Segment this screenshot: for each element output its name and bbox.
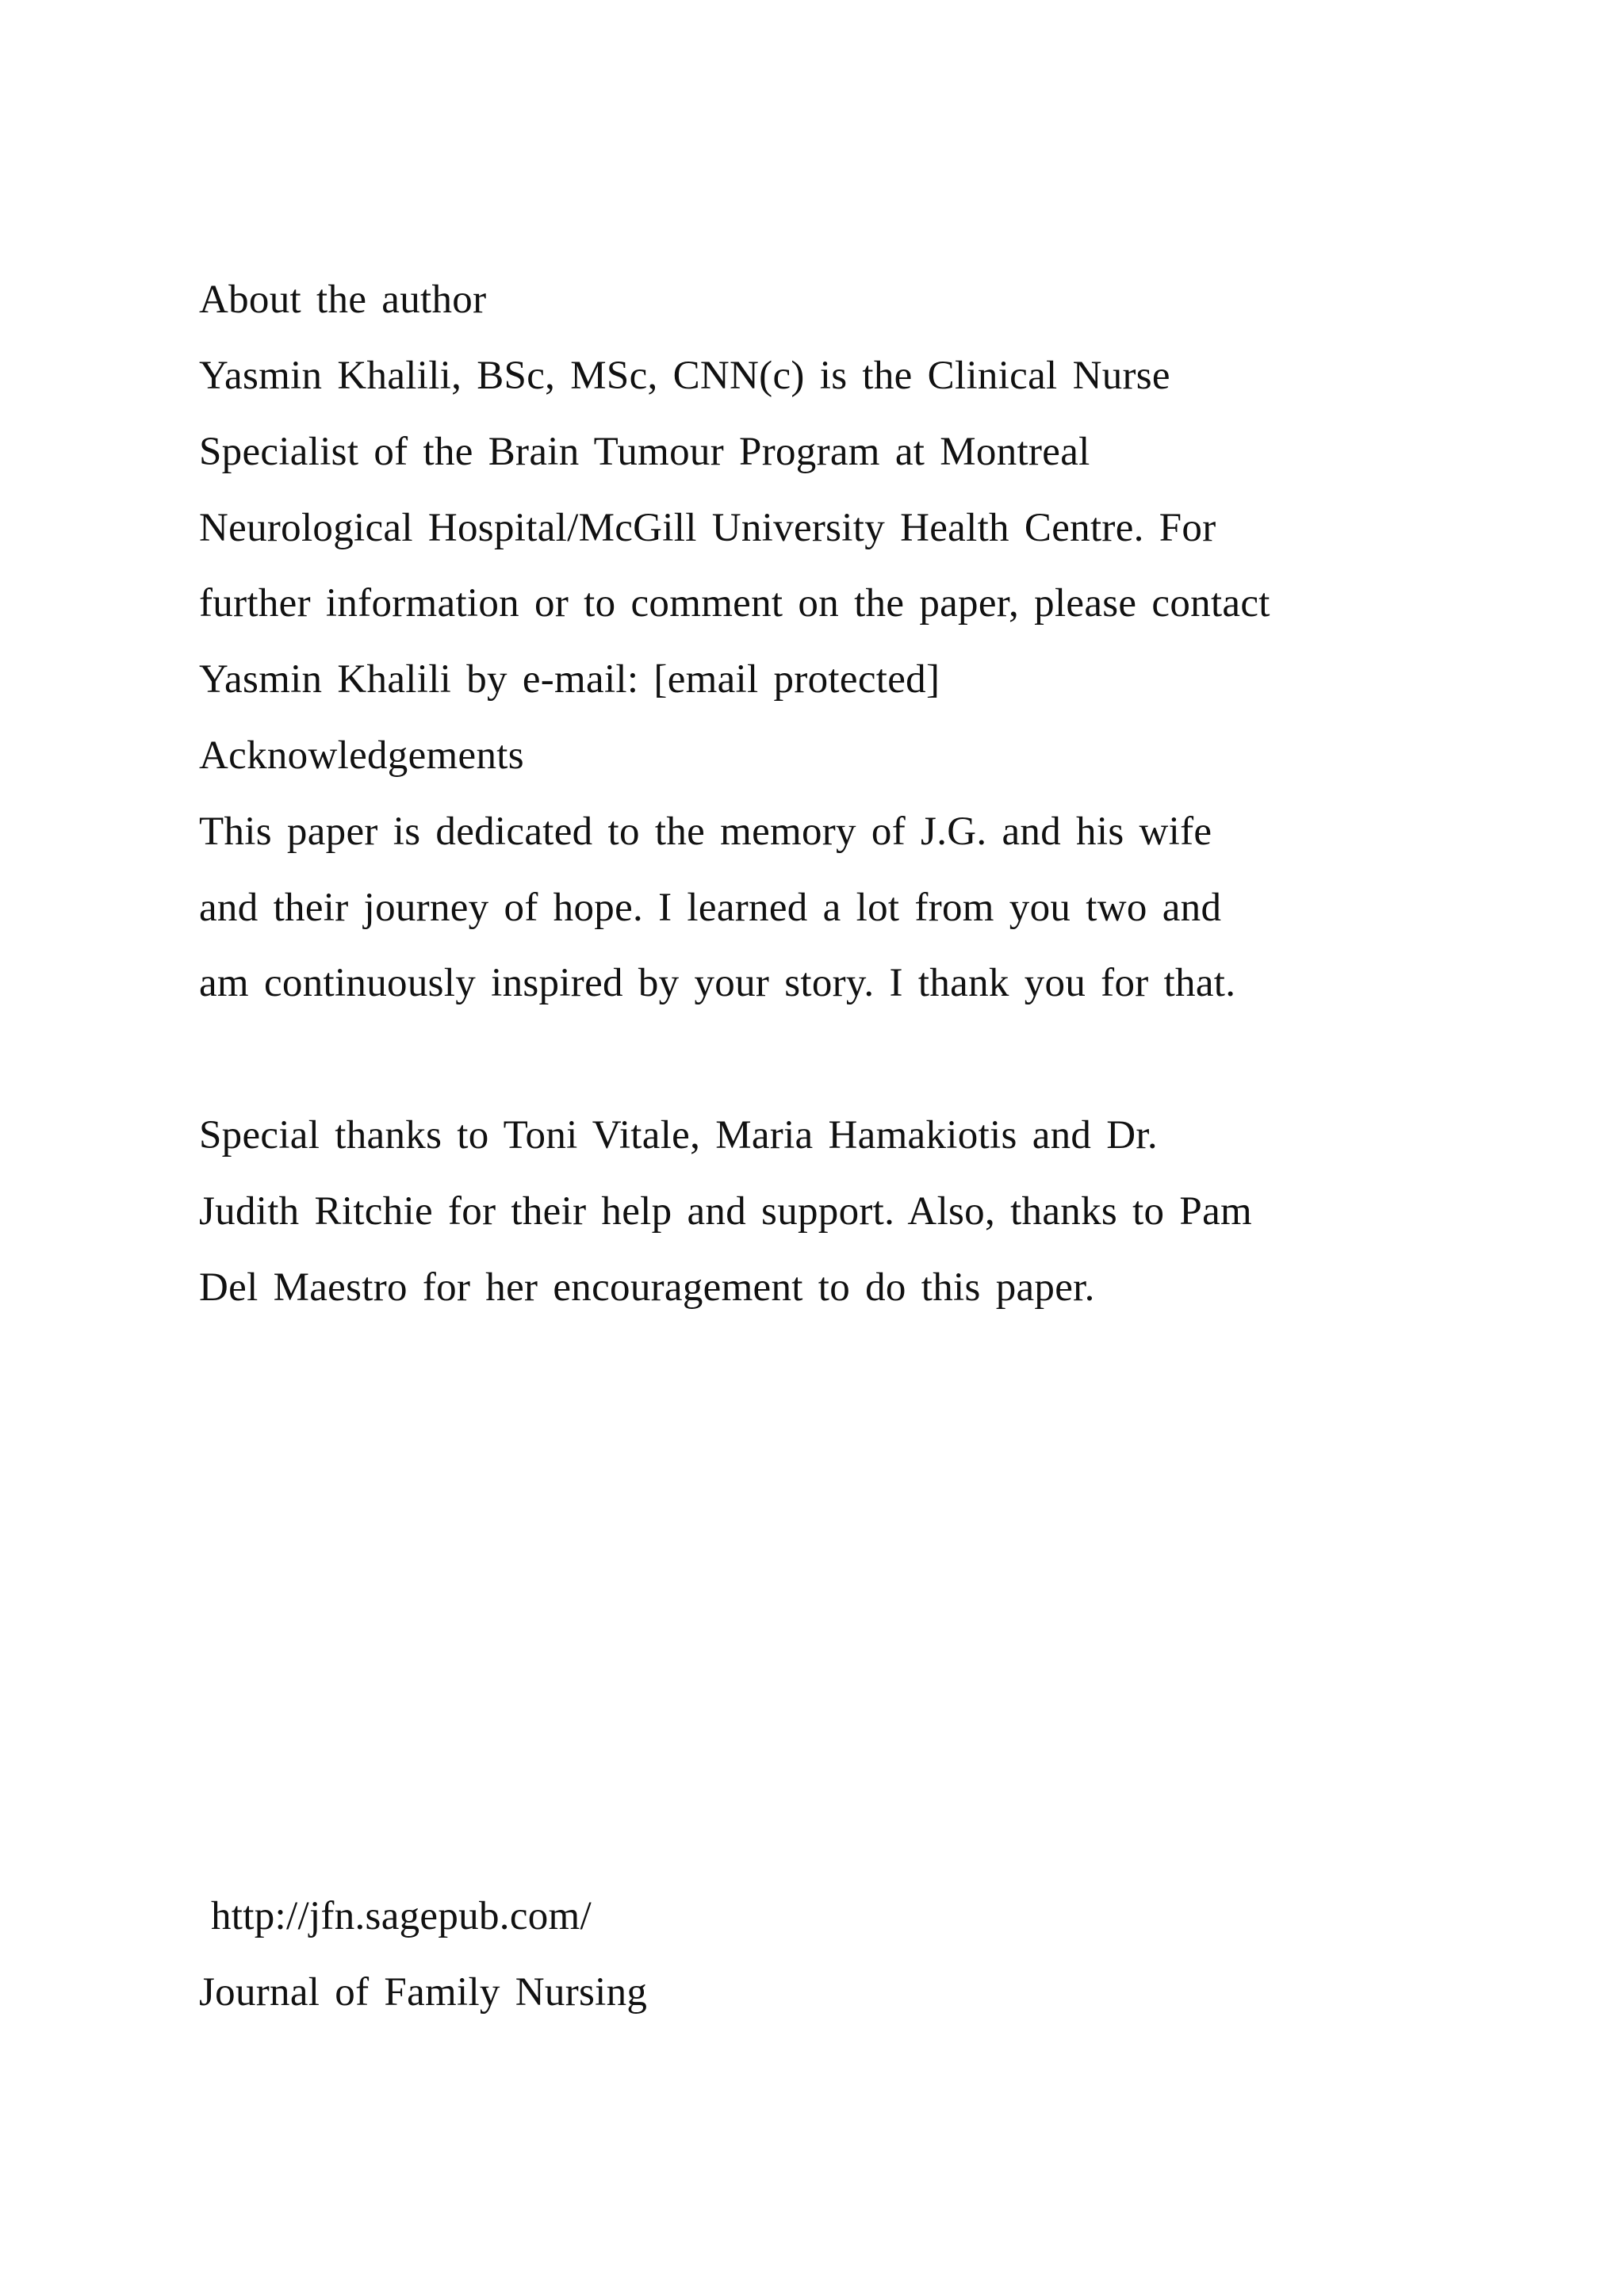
about-line-2: Specialist of the Brain Tumour Program at Montreal [199,430,1090,474]
about-line-4: further information or to comment on the paper, please contact [199,581,1270,626]
about-line-1: Yasmin Khalili, BSc, MSc, CNN(c) is the Clinical Nurse [199,354,1170,398]
acknowledgements-heading: Acknowledgements [199,733,524,778]
thanks-line-1: Special thanks to Toni Vitale, Maria Hamakiotis and Dr. [199,1113,1158,1158]
ack-line-2: and their journey of hope. I learned a lot from you two and [199,886,1222,930]
ack-line-3: am continuously inspired by your story. I thank you for that. [199,961,1236,1005]
journal-url: http://jfn.sagepub.com/ [211,1894,592,1938]
journal-name: Journal of Family Nursing [199,1970,648,2015]
about-heading: About the author [199,277,487,322]
thanks-line-3: Del Maestro for her encouragement to do this paper. [199,1265,1095,1310]
about-line-3: Neurological Hospital/McGill University Health Centre. For [199,506,1216,550]
thanks-line-2: Judith Ritchie for their help and support. Also, thanks to Pam [199,1189,1252,1234]
about-line-5: Yasmin Khalili by e-mail: [email protected] [199,657,940,702]
ack-line-1: This paper is dedicated to the memory of J.G. and his wife [199,809,1212,854]
